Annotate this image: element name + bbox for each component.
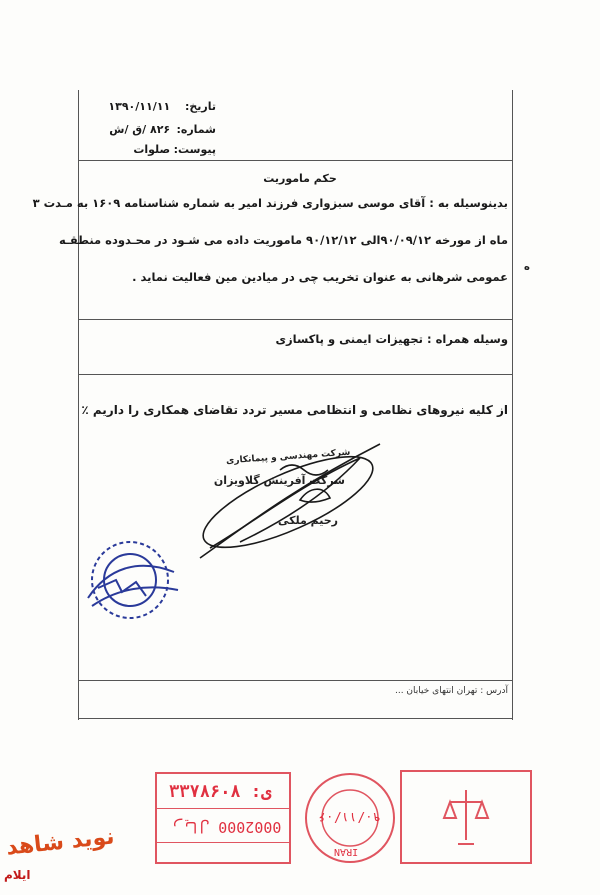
address-divider — [78, 680, 513, 681]
emblem-icon — [442, 786, 490, 848]
postmark-country: IRAN — [334, 846, 359, 857]
company-stamp-line-1: شرکت مهندسی و پیمانکاری — [225, 447, 351, 467]
body-divider — [78, 319, 513, 320]
meter-serial: ۳ى: ۳۷۸۶۰۸ — [169, 782, 272, 802]
meter-divider-1 — [157, 808, 289, 809]
header-divider — [78, 160, 513, 161]
postal-emblem-stamp — [400, 770, 532, 864]
cooperation-request: از کلیه نیروهای نظامی و انتظامی مسیر تردد تقاضای همکاری را داریم ٪ — [81, 403, 508, 417]
number-label: شماره: — [176, 123, 216, 136]
bottom-divider — [78, 718, 513, 719]
attachment-label: پیوست: — [173, 143, 216, 156]
address-line: آدرس : تهران انتهای خیابان ... — [394, 686, 508, 696]
meter-amount: ريال 0002000 — [173, 818, 282, 836]
equipment-line: وسیله همراه : تجهیزات ایمنی و پاکسازی — [275, 332, 508, 346]
date-label: تاریخ: — [184, 100, 216, 113]
equipment-divider — [78, 374, 513, 375]
signature-drawing — [180, 430, 400, 580]
body-line-2: ماه از مورخه ۹۰/۰۹/۱۲الی ۹۰/۱۲/۱۲ ماموریت داده می شـود در محـدوده منطقـه — [58, 233, 508, 247]
number-row — [109, 123, 216, 136]
postage-meter-stamp — [155, 772, 291, 864]
date-value: ۱۳۹۰/۱۱/۱۱ — [108, 100, 171, 113]
attachment-row — [133, 143, 216, 156]
company-stamp-line-3: رحیم ملکی — [277, 514, 338, 527]
body-line-1: بدینوسیله به : آقای موسی سبزواری فرزند امیر به شماره شناسنامه ۱۶۰۹ به مـدت ۳ — [32, 196, 508, 210]
margin-mark: ه — [524, 262, 530, 273]
logo-main-text: نوید شاهد — [4, 824, 116, 861]
date-row — [108, 100, 216, 113]
watermark-logo — [2, 824, 116, 890]
right-margin-line — [512, 90, 513, 720]
body-line-3: عمومی شرهانی به عنوان تخریب چی در میادین مین فعالیت نماید . — [132, 270, 508, 284]
postmark-date: ۹۰/۱۱/۰۶ — [318, 809, 381, 824]
logo-sub-text: ایلام — [4, 868, 31, 882]
document-title: حکم ماموریت — [263, 172, 337, 185]
meter-divider-2 — [157, 842, 289, 843]
company-stamp-line-2: شرکت آفرینش گلاویزان — [213, 474, 345, 487]
blue-seal-drawing — [78, 528, 188, 638]
attachment-value: صلوات — [133, 143, 171, 156]
number-value: ۸۲۶ /ق /ش — [109, 123, 171, 136]
